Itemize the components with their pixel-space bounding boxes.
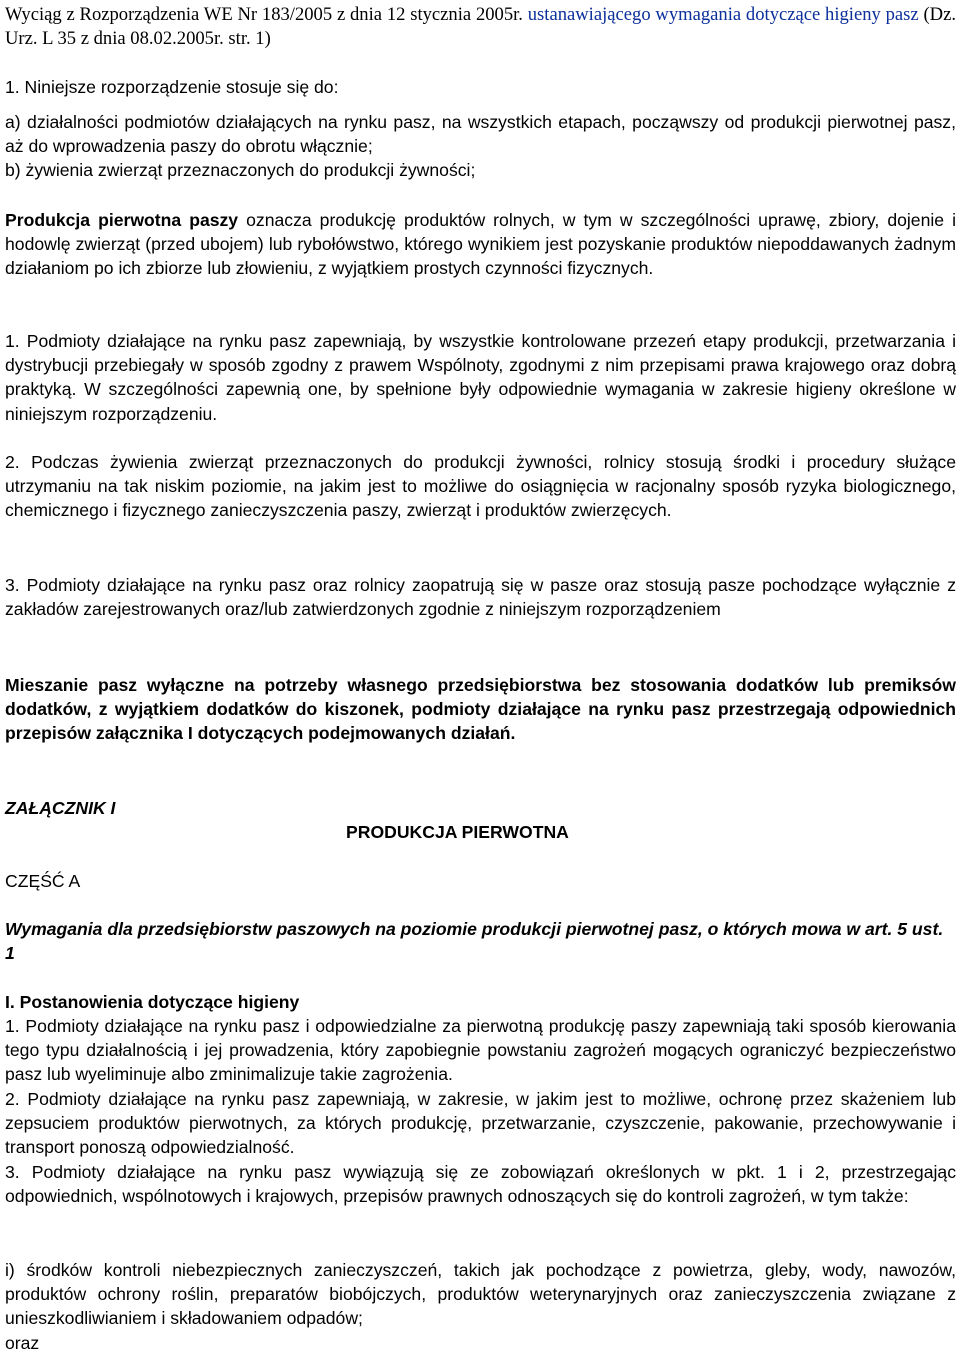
scope-item-b: b) żywienia zwierząt przeznaczonych do produkcji żywności; xyxy=(5,160,476,180)
annex-part: CZĘŚĆ A xyxy=(5,871,81,891)
hygiene-item-2: 2. Podmioty działające na rynku pasz zapewniają, w zakresie, w jakim jest to możliwe, ochronę przez skażeniem lub zepsuciem produktów pierwotnych, za których produkcję, przetwarzanie, czyszczenie, pakowanie, przechowywanie i transport ponoszą odpowiedzialność. xyxy=(5,1089,956,1158)
definition-term: Produkcja pierwotna paszy xyxy=(5,210,239,230)
header-title-link[interactable]: ustanawiającego wymagania dotyczące higieny pasz xyxy=(522,4,919,25)
hygiene-oraz: oraz xyxy=(5,1333,40,1353)
document-header xyxy=(5,3,956,51)
scope-title: 1. Niniejsze rozporządzenie stosuje się do: xyxy=(5,77,339,97)
obligation-3: 3. Podmioty działające na rynku pasz oraz rolnicy zaopatrują się w pasze oraz stosują pasze pochodzące wyłącznie z zakładów zarejestrowanych oraz/lub zatwierdzonych zgodnie z niniejszym rozporządzeniem xyxy=(5,575,956,620)
annex-requirements: Wymagania dla przedsiębiorstw paszowych na poziomie produkcji pierwotnej pasz, o których mowa w art. 5 ust. 1 xyxy=(5,919,944,964)
annex-label: ZAŁĄCZNIK I xyxy=(5,798,116,818)
annex-title: PRODUKCJA PIERWOTNA xyxy=(346,822,569,842)
obligation-2: 2. Podczas żywienia zwierząt przeznaczonych do produkcji żywności, rolnicy stosują środki i procedury służące utrzymaniu na tak niskim poziomie, na jakim jest to możliwe do osiągnięcia w racjonalny sposób ryzyka biologicznego, chemicznego i fizycznego zanieczyszczenia paszy, zwierząt i produktów zwierzęcych. xyxy=(5,452,956,521)
header-citation: (Dz. Urz. L 35 z dnia 08.02.2005r. str. 1) xyxy=(5,4,956,50)
definition-paragraph xyxy=(5,208,956,281)
mixing-paragraph: Mieszanie pasz wyłączne na potrzeby własnego przedsiębiorstwa bez stosowania dodatków lub premiksów dodatków, z wyjątkiem dodatków do kiszonek, podmioty działające na rynku pasz przestrzegają odpowiednich przepisów załącznika I dotyczących podejmowanych działań. xyxy=(5,675,956,744)
hygiene-subitem-i: i) środków kontroli niebezpiecznych zanieczyszczeń, takich jak pochodzące z powietrza, gleby, wody, nawozów, produktów ochrony roślin, preparatów biobójczych, produktów weterynaryjnych oraz zanieczyszczenia związane z unieszkodliwianiem i składowaniem odpadów; xyxy=(5,1260,956,1329)
hygiene-item-3: 3. Podmioty działające na rynku pasz wywiązują się ze zobowiązań określonych w pkt. 1 i 2, przestrzegając odpowiednich, wspólnotowych i krajowych, przepisów prawnych odnoszących się do kontroli zagrożeń, w tym także: xyxy=(5,1162,956,1207)
hygiene-heading: I. Postanowienia dotyczące higieny xyxy=(5,992,300,1012)
scope-item-a: a) działalności podmiotów działających na rynku pasz, na wszystkich etapach, począwszy od produkcji pierwotnej pasz, aż do wprowadzenia paszy do obrotu włącznie; xyxy=(5,112,956,157)
definition-text: oznacza produkcję produktów rolnych, w tym w szczególności uprawę, zbiory, dojenie i hodowlę zwierząt (przed ubojem) lub rybołówstwo, którego wynikiem jest pozyskanie produktów niepoddawanych żadnym działaniom po ich zbiorze lub złowieniu, z wyjątkiem prostych czynności fizycznych. xyxy=(5,210,956,279)
hygiene-item-1: 1. Podmioty działające na rynku pasz i odpowiedzialne za pierwotną produkcję paszy zapewniają taki sposób kierowania tego typu działalnością i jej prowadzenia, który zapobiegnie powstaniu zagrożeń mogących ograniczyć bezpieczeństwo pasz lub wyeliminuje albo zminimalizuje takie zagrożenia. xyxy=(5,1016,956,1085)
header-regulation: Wyciąg z Rozporządzenia WE Nr 183/2005 z dnia 12 stycznia 2005r. xyxy=(5,4,523,25)
obligation-1: 1. Podmioty działające na rynku pasz zapewniają, by wszystkie kontrolowane przezeń etapy produkcji, przetwarzania i dystrybucji przebiegały w sposób zgodny z prawem Wspólnoty, zgodnymi z nim przepisami prawa krajowego oraz dobrą praktyką. W szczególności zapewnią one, by spełnione były odpowiednie wymagania w zakresie higieny określone w niniejszym rozporządzeniu. xyxy=(5,331,956,424)
